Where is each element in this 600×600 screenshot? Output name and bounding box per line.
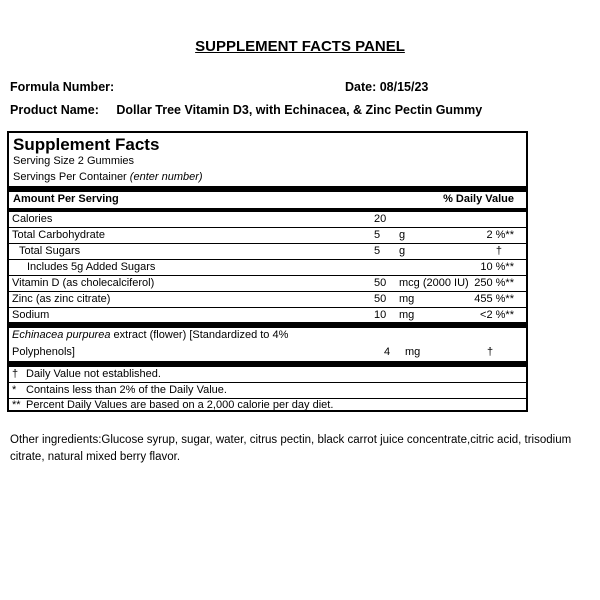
nutrient-amount: 50 [374,293,387,305]
amount-per-serving-header: Amount Per Serving [13,193,119,205]
echinacea-dv: † [487,346,494,358]
nutrient-row-sodium [9,308,526,323]
echinacea-latin-name: Echinacea purpurea [12,329,111,341]
nutrient-dv: 455 %** [474,293,514,305]
echinacea-line-2: Polyphenols] [12,346,75,358]
echinacea-line-1 [12,329,288,341]
product-name-line [10,103,482,117]
nutrient-name: Total Sugars [19,245,81,257]
nutrient-name: Sodium [12,309,50,321]
footnote-symbol: † [12,368,19,380]
nutrient-unit: mg [399,293,415,305]
product-name-value: Dollar Tree Vitamin D3, with Echinacea, & Zinc Pectin Gummy [116,103,483,117]
servings-per-container [13,171,203,183]
nutrient-name: Calories [12,213,53,225]
nutrient-row-zinc [9,292,526,307]
footnote-single-star [9,383,526,398]
servings-note: (enter number) [129,171,203,183]
footnote-symbol: ** [12,399,21,411]
nutrient-dv: 250 %** [474,277,514,289]
page-title: SUPPLEMENT FACTS PANEL [195,38,405,55]
nutrient-name: Zinc (as zinc citrate) [12,293,111,305]
product-name-label: Product Name: [10,103,99,117]
panel-title: Supplement Facts [13,135,160,154]
nutrient-name: Includes 5g Added Sugars [27,261,156,273]
echinacea-amount: 4 [384,346,391,358]
nutrient-unit: g [399,229,406,241]
nutrient-name: Total Carbohydrate [12,229,105,241]
nutrient-unit: mg [399,309,415,321]
nutrient-amount: 5 [374,229,381,241]
nutrient-amount: 50 [374,277,387,289]
thick-divider [9,322,526,328]
nutrient-row-vitamin-d [9,276,526,291]
nutrient-dv: 2 %** [486,229,514,241]
nutrient-row-calories [9,212,526,227]
nutrient-amount: 10 [374,309,387,321]
servings-per-container-label: Servings Per Container [13,171,127,183]
nutrient-unit: mcg (2000 IU) [399,277,469,289]
nutrient-dv: 10 %** [480,261,514,273]
serving-size: Serving Size 2 Gummies [13,155,135,167]
echinacea-unit: mg [405,346,421,358]
footnote-text: Daily Value not established. [26,368,161,380]
other-ingredients: Other ingredients:Glucose syrup, sugar, water, citrus pectin, black carrot juice concentrate,citric acid, trisodium citrate, natural mixed berry flavor. [10,434,572,463]
nutrient-unit: g [399,245,406,257]
nutrient-row-added-sugars [9,260,526,275]
date-label: Date: 08/15/23 [345,80,429,94]
footnote-double-star [9,398,526,413]
thick-divider [9,186,526,192]
supplement-facts-panel [7,131,528,412]
nutrient-row-total-sugars [9,244,526,259]
nutrient-dv: <2 %** [480,309,514,321]
nutrient-row-total-carbohydrate [9,228,526,243]
formula-number-label: Formula Number: [10,80,115,94]
footnote-symbol: * [12,384,17,396]
daily-value-header: % Daily Value [443,193,514,205]
echinacea-description: extract (flower) [Standardized to 4% [110,329,289,341]
footnote-dagger [9,367,526,382]
nutrient-dv: † [495,245,502,257]
nutrient-amount: 5 [374,245,381,257]
footnote-text: Percent Daily Values are based on a 2,000 calorie per day diet. [26,399,334,411]
nutrient-amount: 20 [374,213,387,225]
footnote-text: Contains less than 2% of the Daily Value. [26,384,227,396]
nutrient-name: Vitamin D (as cholecalciferol) [12,277,155,289]
